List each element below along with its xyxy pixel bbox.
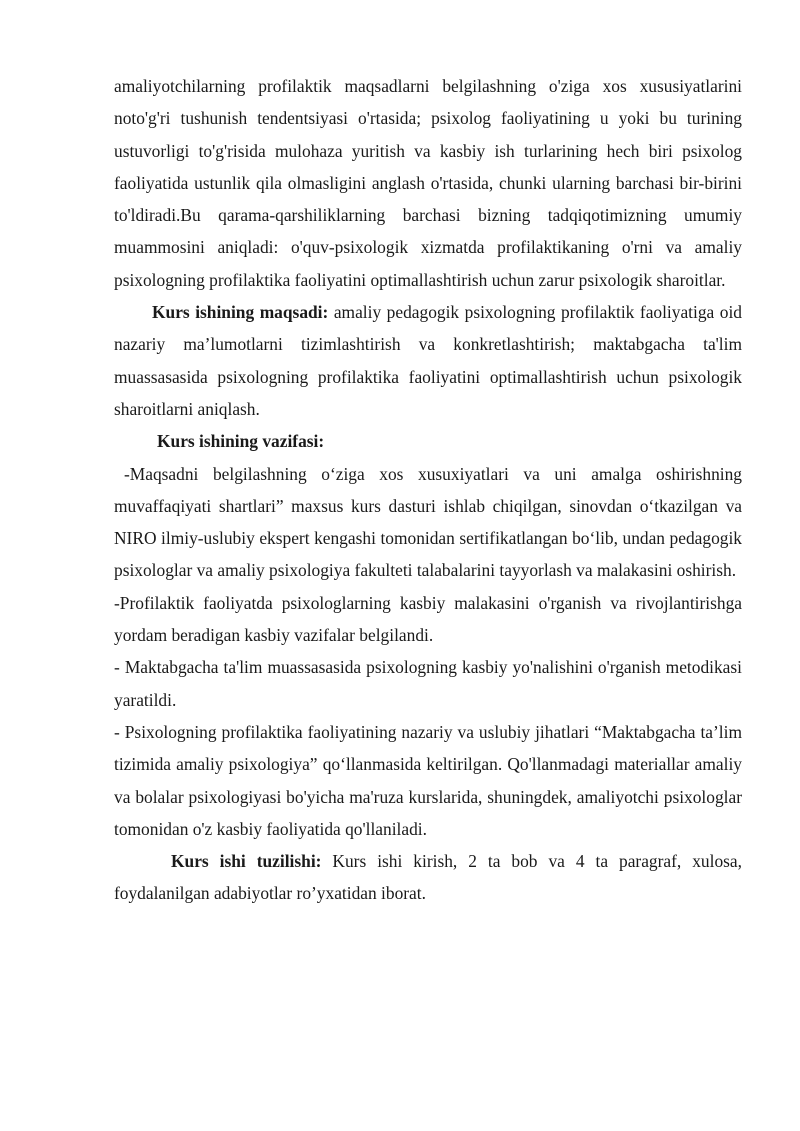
intro-paragraph: amaliyotchilarning profilaktik maqsadlarni belgilashning o'ziga xos xususiyatlarini noto'g'ri tushunish tendentsiyasi o'rtasida; psixolog faoliyatining u yoki bu turining ustuvorligi to'g'risida mulohaza yuritish va kasbiy ish turlarining hech biri psixolog faoliyatida ustunlik qila olmasligini anglash o'rtasida, chunki ularning barchasi bir-birini to'ldiradi.Bu qarama-qarshiliklarning barchasi bizning tadqiqotimizning umumiy muammosini aniqladi: o'quv-psixologik xizmatda profilaktikaning o'rni va amaliy psixologning profilaktika faoliyatini optimallashtirish uchun zarur psixologik sharoitlar. [114, 76, 742, 290]
task-item-4: - Psixologning profilaktika faoliyatining nazariy va uslubiy jihatlari “Maktabgacha ta’lim tizimida amaliy psixologiya” qo‘llanmasida keltirilgan. Qo'llanmadagi materiallar amaliy va bolalar psixologiyasi bo'yicha ma'ruza kurslarida, shuningdek, amaliyotchi psixologlar tomonidan o'z kasbiy faoliyatida qo'llaniladi. [114, 721, 742, 839]
task-item-2: -Profilaktik faoliyatda psixologlarning kasbiy malakasini o'rganish va rivojlantirishga yordam beradigan kasbiy vazifalar belgilandi. [114, 592, 742, 646]
goal-paragraph [114, 296, 742, 425]
tasks-heading: Kurs ishining vazifasi: [157, 431, 325, 452]
structure-paragraph [114, 845, 742, 910]
goal-text: amaliy pedagogik psixologning profilaktik faoliyatiga oid nazariy ma’lumotlarni tizimlashtirish va konkretlashtirish; maktabgacha ta'lim muassasasida psixologning profilaktika faoliyatini optimallashtirish uchun psixologik sharoitlarni aniqlash. [114, 302, 742, 419]
task-item-1: -Maqsadni belgilashning o‘ziga xos xusuxiyatlari va uni amalga oshirishning muvaffaqiyati shartlari” maxsus kurs dasturi ishlab chiqilgan, sinovdan o‘tkazilgan va NIRO ilmiy-uslubiy ekspert kengashi tomonidan sertifikatlangan bo‘lib, undan pedagogik psixologlar va amaliy psixologiya fakulteti talabalarini tayyorlash va malakasini oshirish. [114, 463, 742, 581]
structure-text: Kurs ishi kirish, 2 ta bob va 4 ta paragraf, xulosa, foydalanilgan adabiyotlar ro’yxatidan iborat. [114, 851, 742, 904]
goal-label: Kurs ishining maqsadi: [152, 302, 329, 323]
task-item-3: - Maktabgacha ta'lim muassasasida psixologning kasbiy yo'nalishini o'rganish metodikasi yaratildi. [114, 657, 742, 710]
structure-label: Kurs ishi tuzilishi: [171, 851, 322, 872]
document-page [114, 70, 742, 910]
